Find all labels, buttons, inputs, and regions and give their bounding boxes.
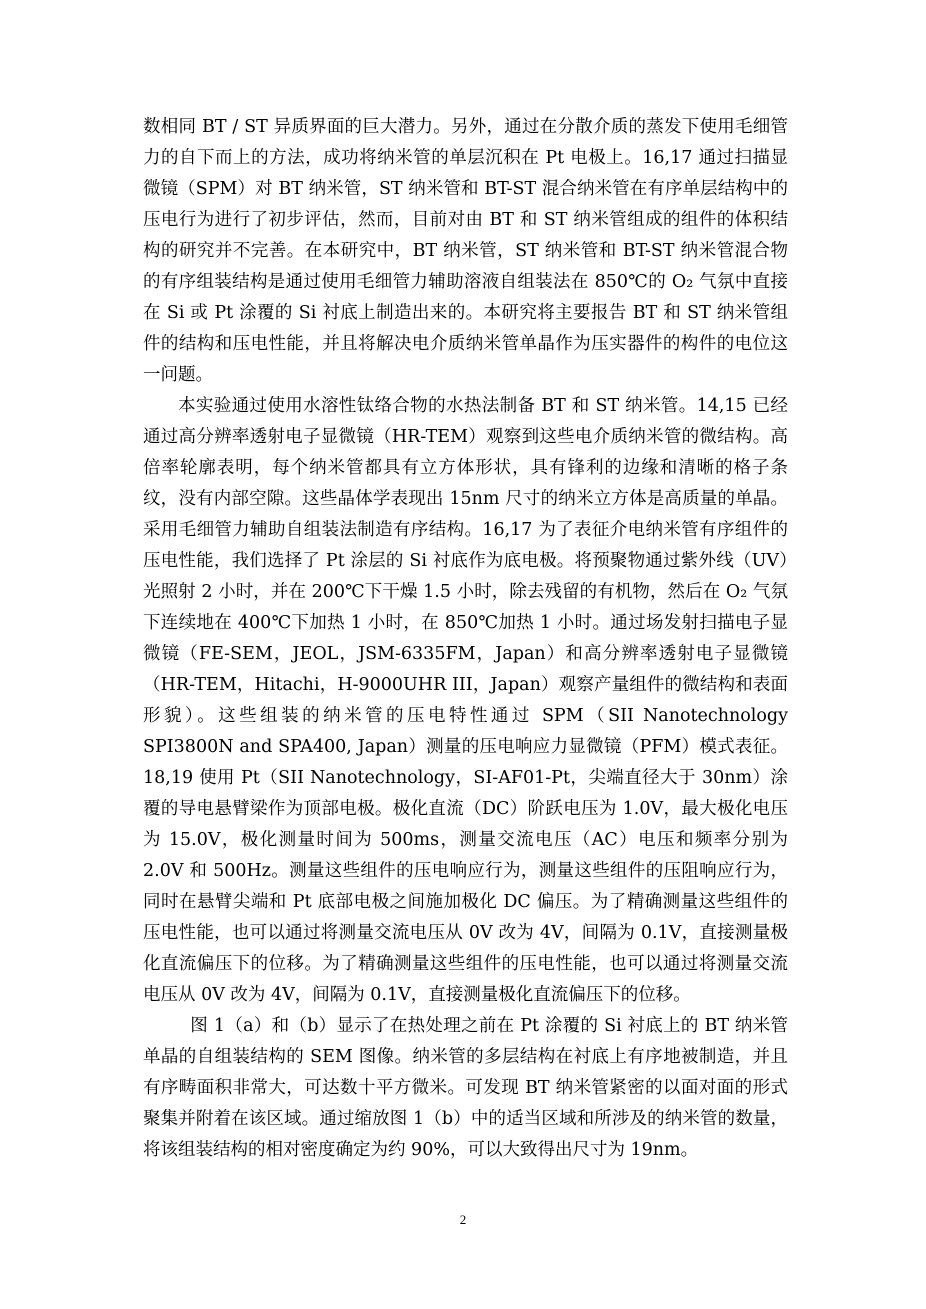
body-text [143, 112, 788, 1166]
paragraph-1: 数相同 BT / ST 异质界面的巨大潜力。另外，通过在分散介质的蒸发下使用毛细管力的自下而上的方法，成功将纳米管的单层沉积在 Pt 电极上。16,17 通过扫描显微镜（SPM）对 BT 纳米管，ST 纳米管和 BT-ST 混合纳米管在有序单层结构中的压电行为进行了初步评估，然而，目前对由 BT 和 ST 纳米管组成的组件的体积结构的研究并不完善。在本研究中，BT 纳米管，ST 纳米管和 BT-ST 纳米管混合物的有序组装结构是通过使用毛细管力辅助溶液自组装法在 850℃的 O₂ 气氛中直接在 Si 或 Pt 涂覆的 Si 衬底上制造出来的。本研究将主要报告 BT 和 ST 纳米管组件的结构和压电性能，并且将解决电介质纳米管单晶作为压实器件的构件的电位这一问题。 [143, 117, 788, 385]
paragraph-3: 图 1（a）和（b）显示了在热处理之前在 Pt 涂覆的 Si 衬底上的 BT 纳米管单晶的自组装结构的 SEM 图像。纳米管的多层结构在衬底上有序地被制造，并且有序畴面积非常大，可达数十平方微米。可发现 BT 纳米管紧密的以面对面的形式聚集并附着在该区域。通过缩放图 1（b）中的适当区域和所涉及的纳米管的数量，将该组装结构的相对密度确定为约 90%，可以大致得出尺寸为 19nm。 [143, 1016, 788, 1160]
paragraph-2: 本实验通过使用水溶性钛络合物的水热法制备 BT 和 ST 纳米管。14,15 已经通过高分辨率透射电子显微镜（HR-TEM）观察到这些电介质纳米管的微结构。高倍率轮廓表明，每个纳米管都具有立方体形状，具有锋利的边缘和清晰的格子条纹，没有内部空隙。这些晶体学表现出 15nm 尺寸的纳米立方体是高质量的单晶。采用毛细管力辅助自组装法制造有序结构。16,17 为了表征介电纳米管有序组件的压电性能，我们选择了 Pt 涂层的 Si 衬底作为底电极。将预聚物通过紫外线（UV）光照射 2 小时，并在 200℃下干燥 1.5 小时，除去残留的有机物，然后在 O₂ 气氛下连续地在 400℃下加热 1 小时，在 850℃加热 1 小时。通过场发射扫描电子显微镜（FE-SEM，JEOL，JSM-6335FM，Japan）和高分辨率透射电子显微镜（HR-TEM，Hitachi，H-9000UHR III，Japan）观察产量组件的微结构和表面形貌）。这些组装的纳米管的压电特性通过 SPM（SII Nanotechnology SPI3800N and SPA400, Japan）测量的压电响应力显微镜（PFM）模式表征。18,19 使用 Pt（SII Nanotechnology，SI-AF01-Pt，尖端直径大于 30nm）涂覆的导电悬臂梁作为顶部电极。极化直流（DC）阶跃电压为 1.0V，最大极化电压为 15.0V，极化测量时间为 500ms，测量交流电压（AC）电压和频率分别为 2.0V 和 500Hz。测量这些组件的压电响应行为，测量这些组件的压阻响应行为，同时在悬臂尖端和 Pt 底部电极之间施加极化 DC 偏压。为了精确测量这些组件的压电性能，也可以通过将测量交流电压从 0V 改为 4V，间隔为 0.1V，直接测量极化直流偏压下的位移。为了精确测量这些组件的压电性能，也可以通过将测量交流电压从 0V 改为 4V，间隔为 0.1V，直接测量极化直流偏压下的位移。 [143, 396, 788, 1005]
page-number: 2 [459, 1212, 467, 1227]
